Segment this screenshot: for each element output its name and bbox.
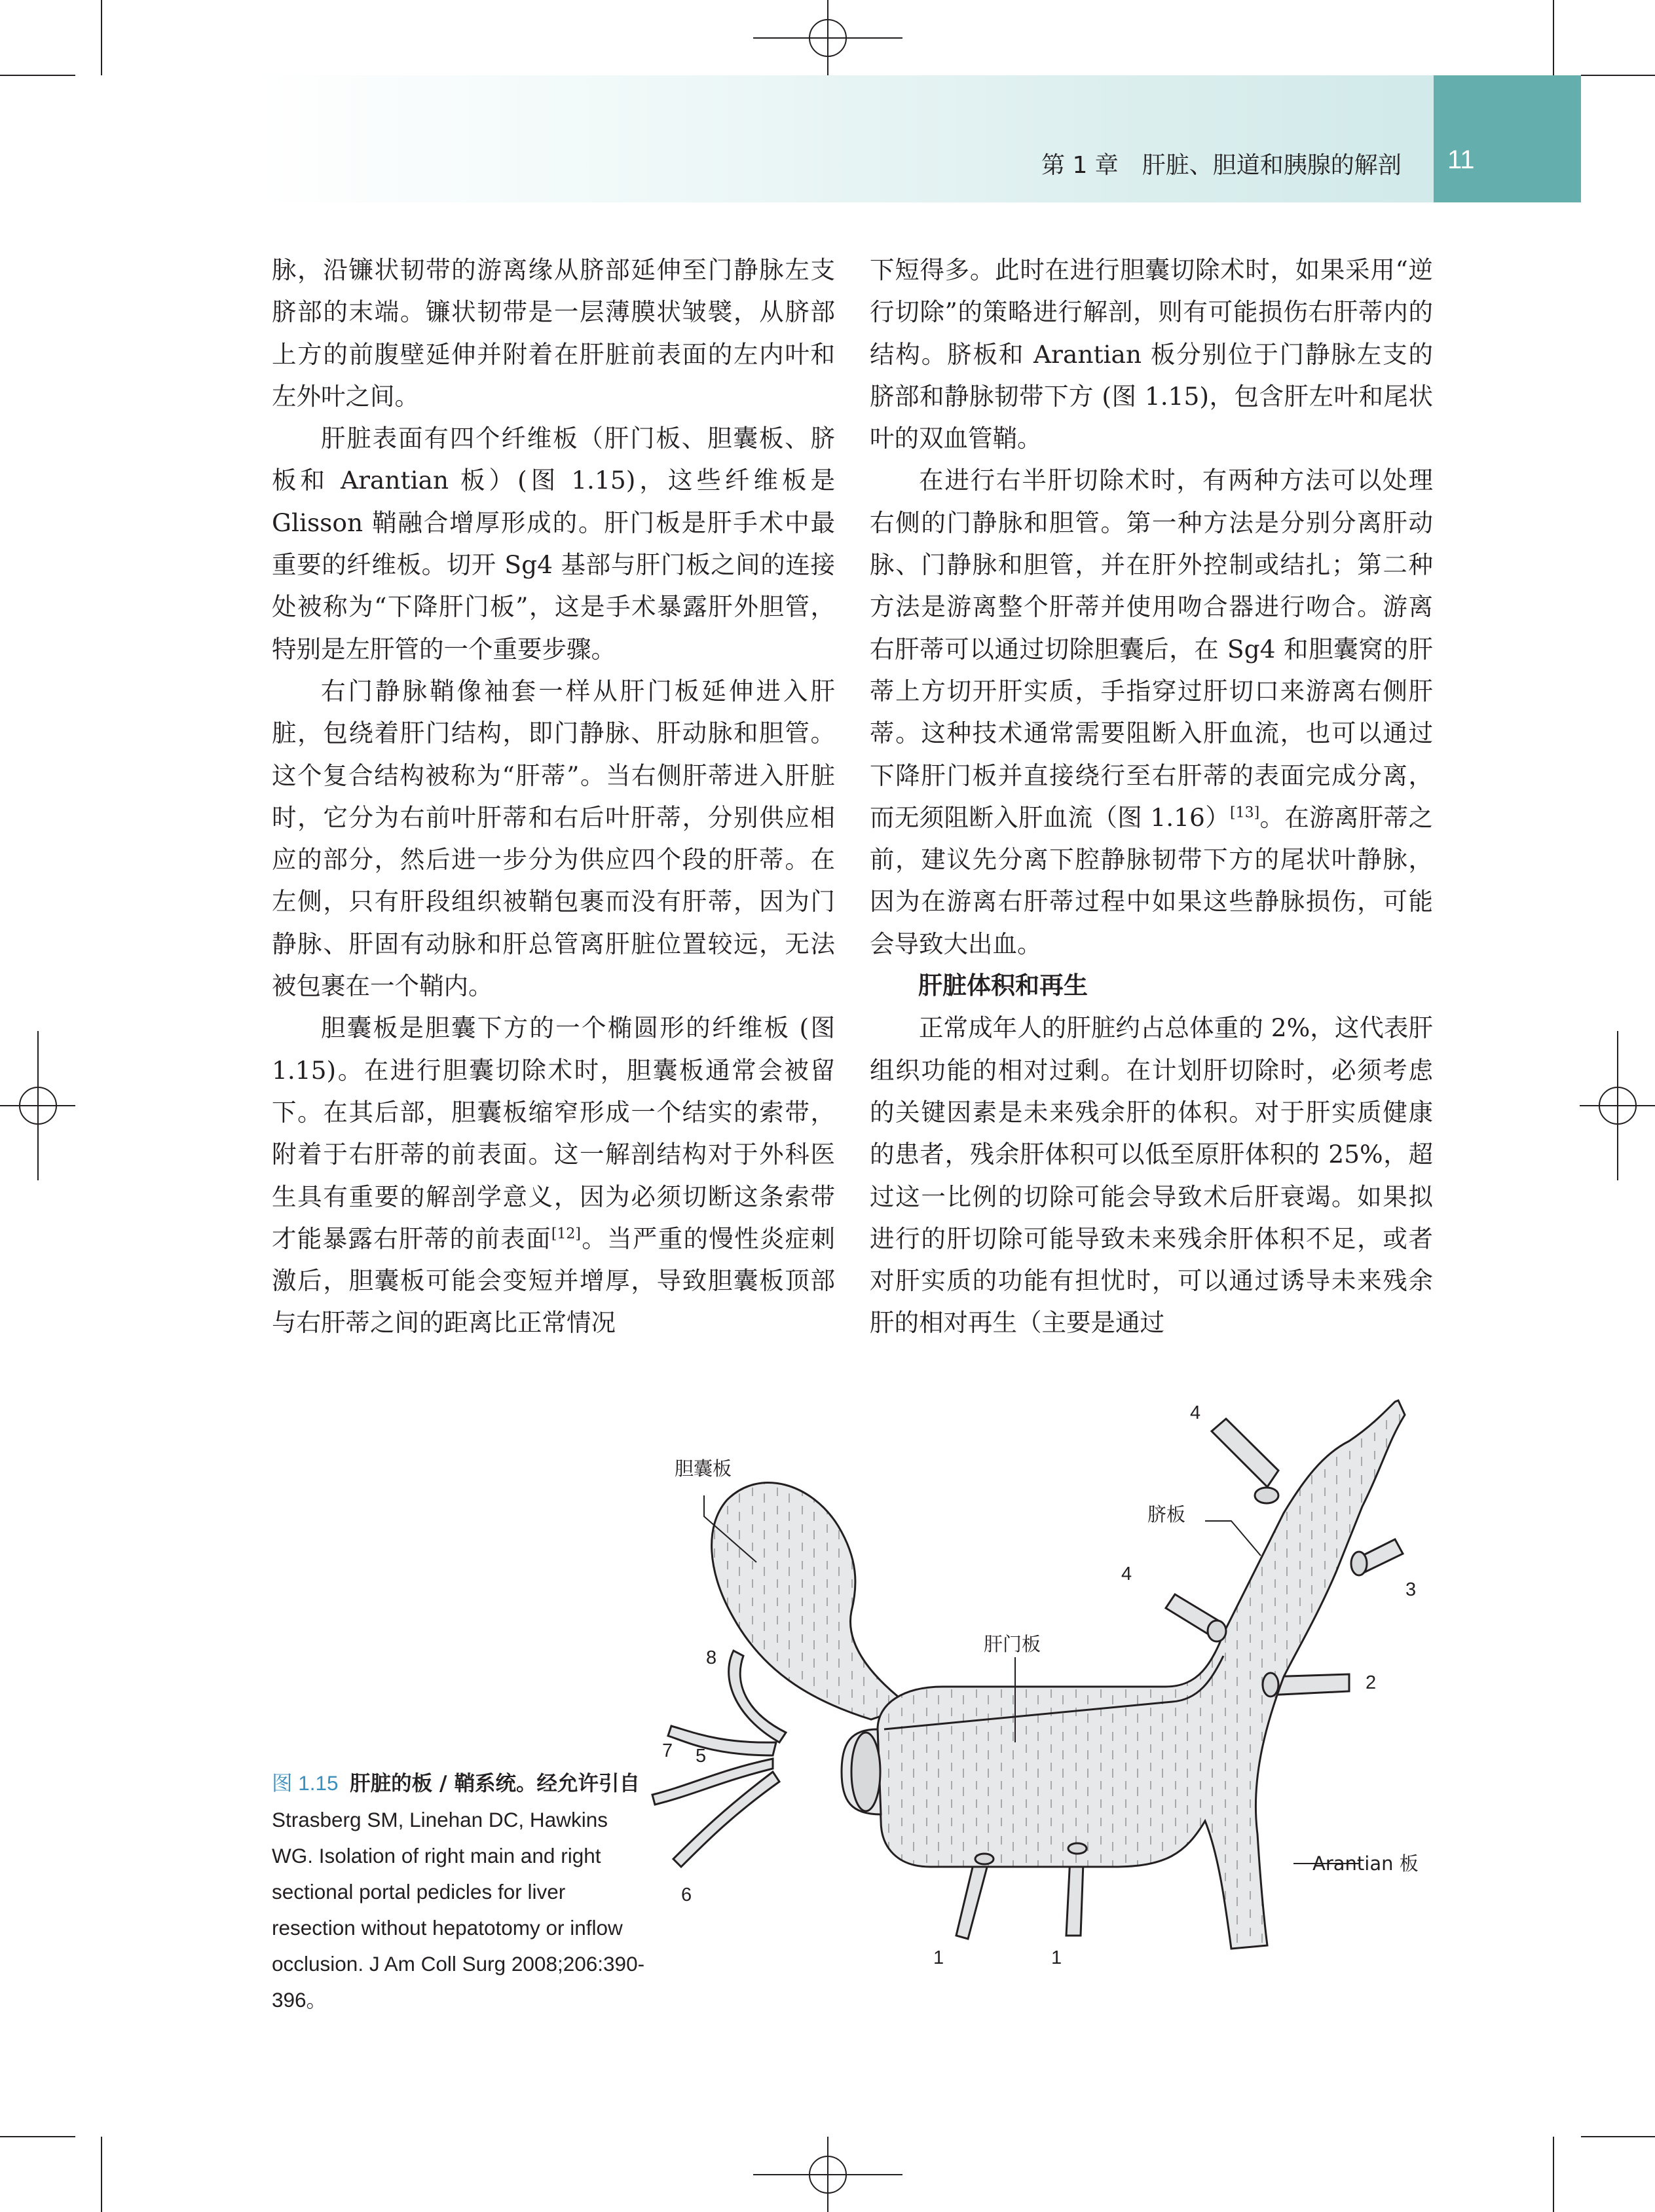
reference-mark: [12] [551, 1226, 581, 1243]
segment-number: 3 [1405, 1579, 1417, 1600]
segment-number: 4 [1190, 1402, 1201, 1423]
paragraph-text: 胆囊板是胆囊下方的一个椭圆形的纤维板 (图 1.15)。在进行胆囊切除术时，胆囊板通常会被留下。在其后部，胆囊板缩窄形成一个结实的索带，附着于右肝蒂的前表面。这一解剖结构对于外科医生具有重要的解剖学意义，因为必须切断这条索带才能暴露右肝蒂的前表面 [272, 1013, 835, 1253]
gallbladder-plate-label: 胆囊板 [675, 1457, 732, 1480]
segment-number: 2 [1366, 1672, 1377, 1693]
paragraph-text: 在进行右半肝切除术时，有两种方法可以处理右侧的门静脉和胆管。第一种方法是分别分离肝动脉、门静脉和胆管，并在肝外控制或结扎；第二种方法是游离整个肝蒂并使用吻合器进行吻合。游离右肝蒂可以通过切除胆囊后，在 Sg4 和胆囊窝的肝蒂上方切开肝实质，手指穿过肝切口来游离右侧肝蒂。这种技术通常需要阻断入肝血流，也可以通过下降肝门板并直接绕行至右肝蒂的表面完成分离，而无须阻断入肝血流（图 1.16） [870, 466, 1433, 832]
paragraph: 下短得多。此时在进行胆囊切除术时，如果采用“逆行切除”的策略进行解剖，则有可能损伤右肝蒂内的结构。脐板和 Arantian 板分别位于门静脉左支的脐部和静脉韧带下方 (图 1.15)，包含肝左叶和尾状叶的双血管鞘。 [870, 255, 1433, 453]
segment-number: 7 [662, 1740, 673, 1761]
arantian-plate-label: Arantian 板 [1312, 1852, 1419, 1875]
paragraph: 正常成年人的肝脏约占总体重的 2%，这代表肝组织功能的相对过剩。在计划肝切除时，必须考虑的关键因素是未来残余肝的体积。对于肝实质健康的患者，残余肝体积可以低至原肝体积的 25%，超过这一比例的切除可能会导致术后肝衰竭。如果拟进行的肝切除可能导致未来残余肝体积不足，或者对肝实质的功能有担忧时，可以通过诱导未来残余肝的相对再生（主要是通过 [870, 1013, 1433, 1338]
segment-number: 5 [696, 1746, 707, 1767]
segment-number: 1 [1051, 1947, 1062, 1968]
segment-number: 1 [933, 1947, 944, 1968]
figure-citation: Strasberg SM, Linehan DC, Hawkins WG. Isolation of right main and right sectional portal pedicles for liver resection without hepatotomy or inflow occlusion. J Am Coll Surg 2008;206:390-396。 [272, 1808, 645, 2012]
segment-number: 6 [681, 1884, 692, 1905]
figure-caption [272, 1765, 648, 2018]
paragraph-text: 。在游离肝蒂之前，建议先分离下腔静脉韧带下方的尾状叶静脉，因为在游离右肝蒂过程中如果这些静脉损伤，可能会导致大出血。 [870, 802, 1434, 958]
segment-number: 8 [706, 1647, 717, 1668]
section-heading: 肝脏体积和再生 [918, 971, 1088, 1000]
paragraph: 肝脏表面有四个纤维板（肝门板、胆囊板、脐板和 Arantian 板）(图 1.15)，这些纤维板是 Glisson 鞘融合增厚形成的。肝门板是肝手术中最重要的纤维板。切开 Sg4 基部与肝门板之间的连接处被称为“下降肝门板”，这是手术暴露肝外胆管，特别是左肝管的一个重要步骤。 [272, 424, 835, 664]
umbilical-plate-label: 脐板 [1147, 1503, 1186, 1526]
page-number: 11 [1447, 145, 1475, 174]
hilar-plate-label: 肝门板 [984, 1633, 1041, 1655]
figure-label: 图 1.15 [272, 1771, 339, 1795]
paragraph-text: 。当严重的慢性炎症刺激后，胆囊板可能会变短并增厚，导致胆囊板顶部与右肝蒂之间的距离比正常情况 [272, 1224, 836, 1338]
chapter-title: 第 1 章 肝脏、胆道和胰腺的解剖 [1041, 152, 1402, 179]
reference-mark: [13] [1230, 804, 1260, 821]
paragraph: 脉，沿镰状韧带的游离缘从脐部延伸至门静脉左支脐部的末端。镰状韧带是一层薄膜状皱襞，从脐部上方的前腹壁延伸并附着在肝脏前表面的左内叶和左外叶之间。 [272, 255, 835, 411]
paragraph: 右门静脉鞘像袖套一样从肝门板延伸进入肝脏，包绕着肝门结构，即门静脉、肝动脉和胆管。这个复合结构被称为“肝蒂”。当右侧肝蒂进入肝脏时，它分为右前叶肝蒂和右后叶肝蒂，分别供应相应的部分，然后进一步分为供应四个段的肝蒂。在左侧，只有肝段组织被鞘包裹而没有肝蒂，因为门静脉、肝固有动脉和肝总管离肝脏位置较远，无法被包裹在一个鞘内。 [272, 676, 835, 1001]
segment-number: 4 [1121, 1564, 1132, 1584]
figure-title: 肝脏的板 / 鞘系统。经允许引自 [350, 1772, 641, 1795]
